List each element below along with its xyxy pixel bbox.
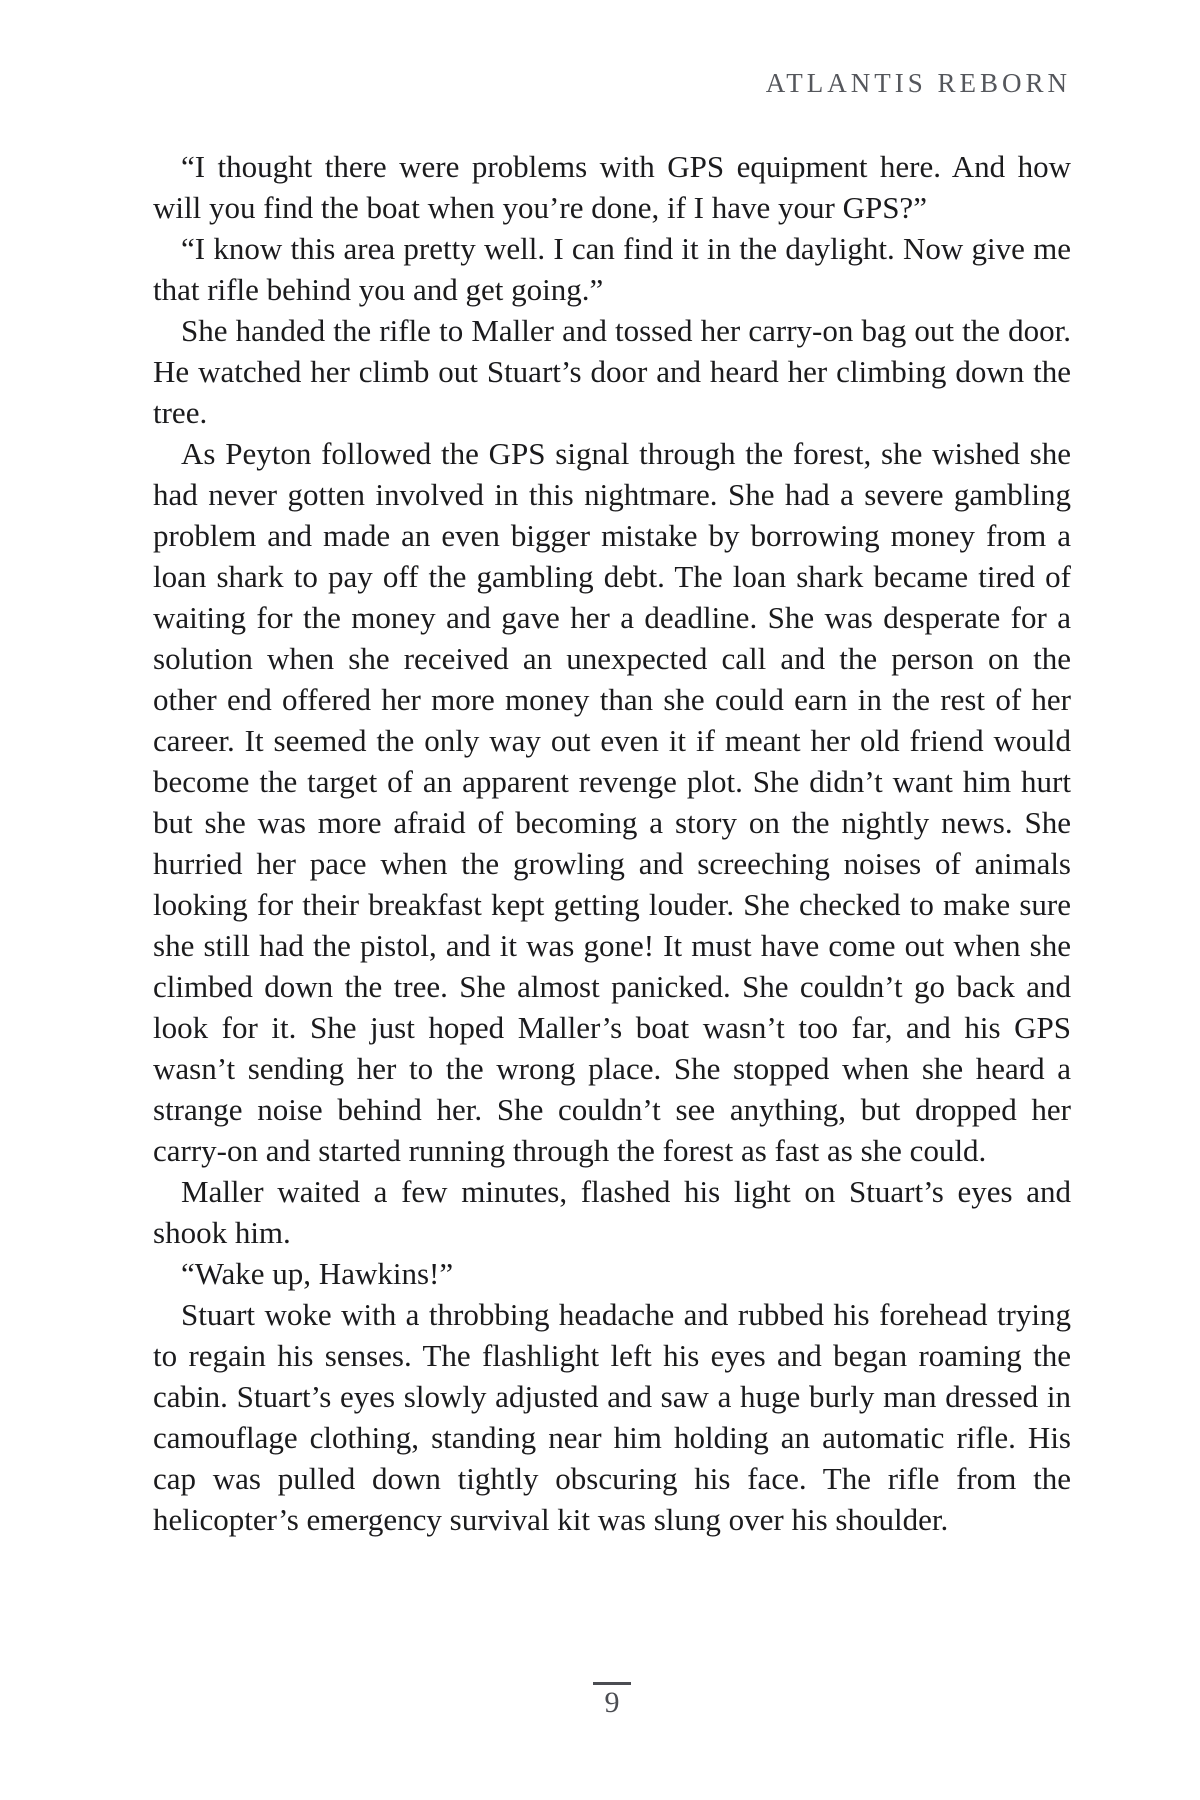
text-column <box>153 146 1071 1540</box>
paragraph: “I know this area pretty well. I can find it in the daylight. Now give me that rifle behind you and get going.” <box>153 231 1071 307</box>
paragraph: “I thought there were problems with GPS equipment here. And how will you find the boat when you’re done, if I have your GPS?” <box>153 149 1071 225</box>
paragraph: She handed the rifle to Maller and tossed her carry-on bag out the door. He watched her climb out Stuart’s door and heard her climbing down the tree. <box>153 313 1071 430</box>
page-number: 9 <box>604 1686 620 1719</box>
running-header: ATLANTIS REBORN <box>765 68 1071 98</box>
page-footer <box>153 1682 1071 1719</box>
paragraph: Maller waited a few minutes, flashed his light on Stuart’s eyes and shook him. <box>153 1174 1071 1250</box>
page-number-rule <box>593 1682 631 1685</box>
paragraph: Stuart woke with a throbbing headache and rubbed his forehead trying to regain his senses. The flashlight left his eyes and began roaming the cabin. Stuart’s eyes slowly adjusted and saw a huge burly man dressed in camouflage clothing, standing near him holding an automatic rifle. His cap was pulled down tightly obscuring his face. The rifle from the helicopter’s emergency survival kit was slung over his shoulder. <box>153 1297 1071 1537</box>
paragraph: As Peyton followed the GPS signal through the forest, she wished she had never gotten involved in this nightmare. She had a severe gambling problem and made an even bigger mistake by borrowing money from a loan shark to pay off the gambling debt. The loan shark became tired of waiting for the money and gave her a deadline. She was desperate for a solution when she received an unexpected call and the person on the other end offered her more money than she could earn in the rest of her career. It seemed the only way out even it if meant her old friend would become the target of an apparent revenge plot. She didn’t want him hurt but she was more afraid of becoming a story on the nightly news. She hurried her pace when the growling and screeching noises of animals looking for their breakfast kept getting louder. She checked to make sure she still had the pistol, and it was gone! It must have come out when she climbed down the tree. She almost panicked. She couldn’t go back and look for it. She just hoped Maller’s boat wasn’t too far, and his GPS wasn’t sending her to the wrong place. She stopped when she heard a strange noise behind her. She couldn’t see anything, but dropped her carry-on and started running through the forest as fast as she could. <box>153 436 1071 1168</box>
paragraph: “Wake up, Hawkins!” <box>181 1256 454 1291</box>
